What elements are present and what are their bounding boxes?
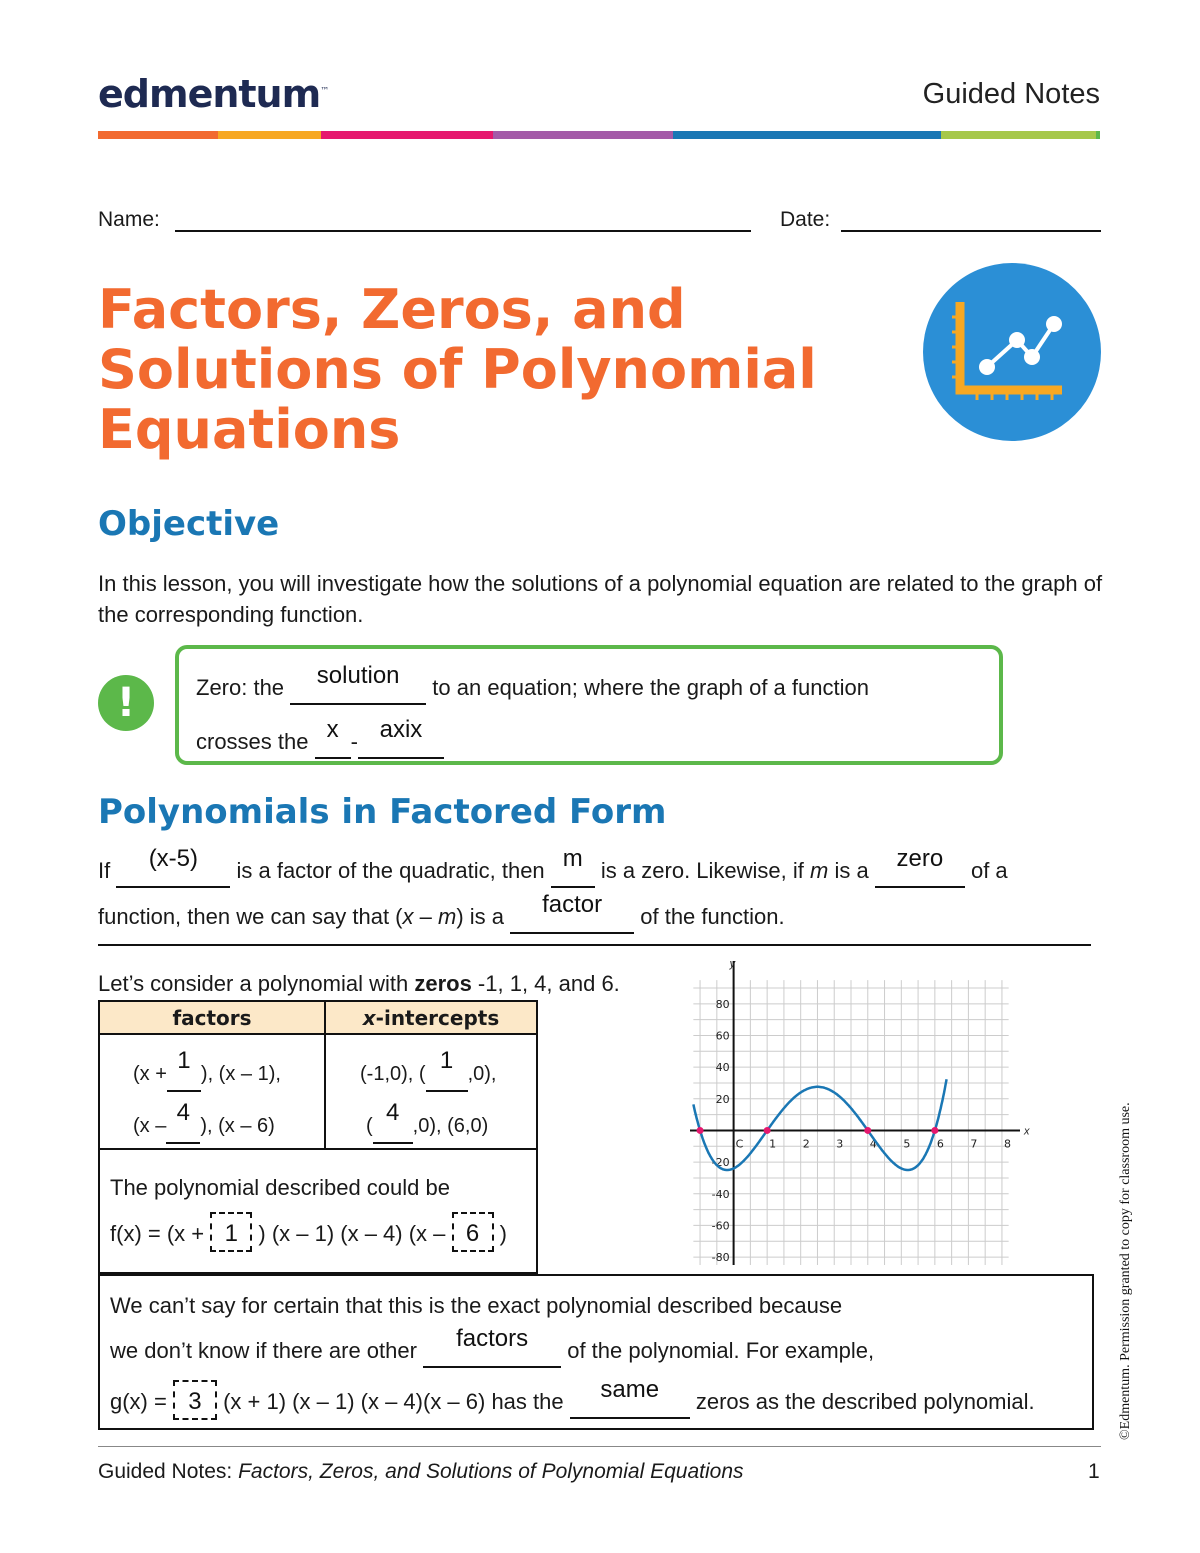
color-seg <box>218 131 321 139</box>
polynomial-cell <box>98 1148 538 1274</box>
polynomial-text: The polynomial described could be <box>110 1175 450 1200</box>
y-tick-label: 60 <box>715 1029 730 1043</box>
x-tick-label: 7 <box>970 1137 978 1151</box>
x-tick-label: 6 <box>936 1137 944 1151</box>
poly-box-6[interactable]: 6 <box>452 1212 494 1252</box>
y-tick-label: 20 <box>715 1092 730 1106</box>
intercepts-line2: ( 4 ,0), (6,0) <box>366 1109 488 1144</box>
factor-4-blank[interactable]: 4 <box>166 1109 200 1144</box>
zero-blank[interactable]: zero <box>875 855 965 888</box>
y-tick-label: -40 <box>711 1187 730 1201</box>
objective-text: In this lesson, you will investigate how the solutions of a polynomial equation are related to the graph of the corresponding function. <box>98 571 1103 627</box>
factored-line1: If (x-5) is a factor of the quadratic, then m is a zero. Likewise, if m is a zero of a <box>98 855 1008 888</box>
color-seg <box>98 131 218 139</box>
x-tick-label: C <box>735 1137 744 1151</box>
factors-line2: (x – 4 ), (x – 6) <box>133 1109 275 1144</box>
same-blank[interactable]: same <box>570 1386 690 1419</box>
date-label: Date: <box>780 208 831 231</box>
conclusion-line2: we don’t know if there are other factors of the polynomial. For example, <box>110 1335 874 1368</box>
copyright-notice: ©Edmentum. Permission granted to copy for classroom use. <box>1118 1102 1133 1440</box>
intercepts-line1: (-1,0), ( 1 ,0), <box>360 1057 496 1092</box>
zero-definition-line1: Zero: the solution to an equation; where the graph of a function <box>196 672 869 705</box>
edmentum-logo: edmentum™ <box>98 72 330 116</box>
zero-point <box>764 1127 771 1134</box>
objective-heading: Objective <box>98 504 280 544</box>
solution-blank[interactable]: solution <box>290 672 426 705</box>
color-seg <box>321 131 493 139</box>
name-label: Name: <box>98 208 160 231</box>
x-intercepts-header: x-intercepts <box>324 1000 538 1035</box>
date-field[interactable] <box>841 230 1101 232</box>
x-tick-label: 1 <box>769 1137 777 1151</box>
factors-line1: (x + 1 ), (x – 1), <box>133 1057 281 1092</box>
x-tick-label: 8 <box>1003 1137 1011 1151</box>
y-tick-label: 80 <box>715 997 730 1011</box>
x-tick-label: 5 <box>903 1137 911 1151</box>
axis-blank[interactable]: axix <box>358 726 444 759</box>
zero-point <box>931 1127 938 1134</box>
factors-header: factors <box>98 1000 326 1035</box>
zero-point <box>697 1127 704 1134</box>
factor-1-blank[interactable]: 1 <box>167 1057 201 1092</box>
color-seg <box>806 131 941 139</box>
color-seg <box>941 131 1096 139</box>
y-tick-label: 40 <box>715 1061 730 1075</box>
x-tick-label: 2 <box>802 1137 810 1151</box>
footer-title: Guided Notes: Factors, Zeros, and Solutions of Polynomial Equations <box>98 1460 744 1483</box>
page-title: Factors, Zeros, and Solutions of Polynomial Equations <box>98 278 817 461</box>
zero-point <box>864 1127 871 1134</box>
color-seg <box>493 131 673 139</box>
x-tick-label: 4 <box>869 1137 877 1151</box>
exclamation-icon: ! <box>98 675 154 731</box>
color-seg <box>673 131 806 139</box>
factors-blank[interactable]: factors <box>423 1335 561 1368</box>
intercept-1-blank[interactable]: 1 <box>426 1057 468 1092</box>
doc-type-label: Guided Notes <box>922 78 1100 110</box>
y-tick-label: -20 <box>711 1156 730 1170</box>
divider <box>98 944 1091 946</box>
y-tick-label: -80 <box>711 1251 730 1265</box>
poly-box-1[interactable]: 1 <box>210 1212 252 1252</box>
example-intro: Let’s consider a polynomial with zeros -1, 1, 4, and 6. <box>98 971 620 996</box>
coefficient-box[interactable]: 3 <box>173 1380 217 1420</box>
x-axis-label: x <box>1024 1125 1030 1138</box>
factored-form-heading: Polynomials in Factored Form <box>98 792 667 832</box>
factored-line2: function, then we can say that (x – m) is a factor of the function. <box>98 901 785 934</box>
header-color-bar <box>98 131 1100 139</box>
series-line <box>693 1079 946 1170</box>
x-blank[interactable]: x <box>315 726 351 759</box>
page-number: 1 <box>1088 1460 1100 1483</box>
factor-blank[interactable]: (x-5) <box>116 855 230 888</box>
m-blank[interactable]: m <box>551 855 595 888</box>
polynomial-graph <box>690 955 1030 1270</box>
factor-answer-blank[interactable]: factor <box>510 901 634 934</box>
x-tick-label: 3 <box>836 1137 844 1151</box>
chart-icon <box>922 262 1102 442</box>
conclusion-line1: We can’t say for certain that this is the exact polynomial described because <box>110 1293 843 1318</box>
y-axis-label: y <box>729 958 736 970</box>
conclusion-line3: g(x) = 3 (x + 1) (x – 1) (x – 4)(x – 6) has the same zeros as the described polynomial. <box>110 1380 1035 1420</box>
polynomial-equation: f(x) = (x + 1 ) (x – 1) (x – 4) (x – 6 ) <box>110 1212 507 1252</box>
y-tick-label: -60 <box>711 1219 730 1233</box>
zero-definition-line2: crosses the x - axix <box>196 726 444 759</box>
intercept-4-blank[interactable]: 4 <box>373 1109 413 1144</box>
color-seg <box>1096 131 1100 139</box>
name-field[interactable] <box>175 230 751 232</box>
footer-rule <box>98 1446 1101 1447</box>
